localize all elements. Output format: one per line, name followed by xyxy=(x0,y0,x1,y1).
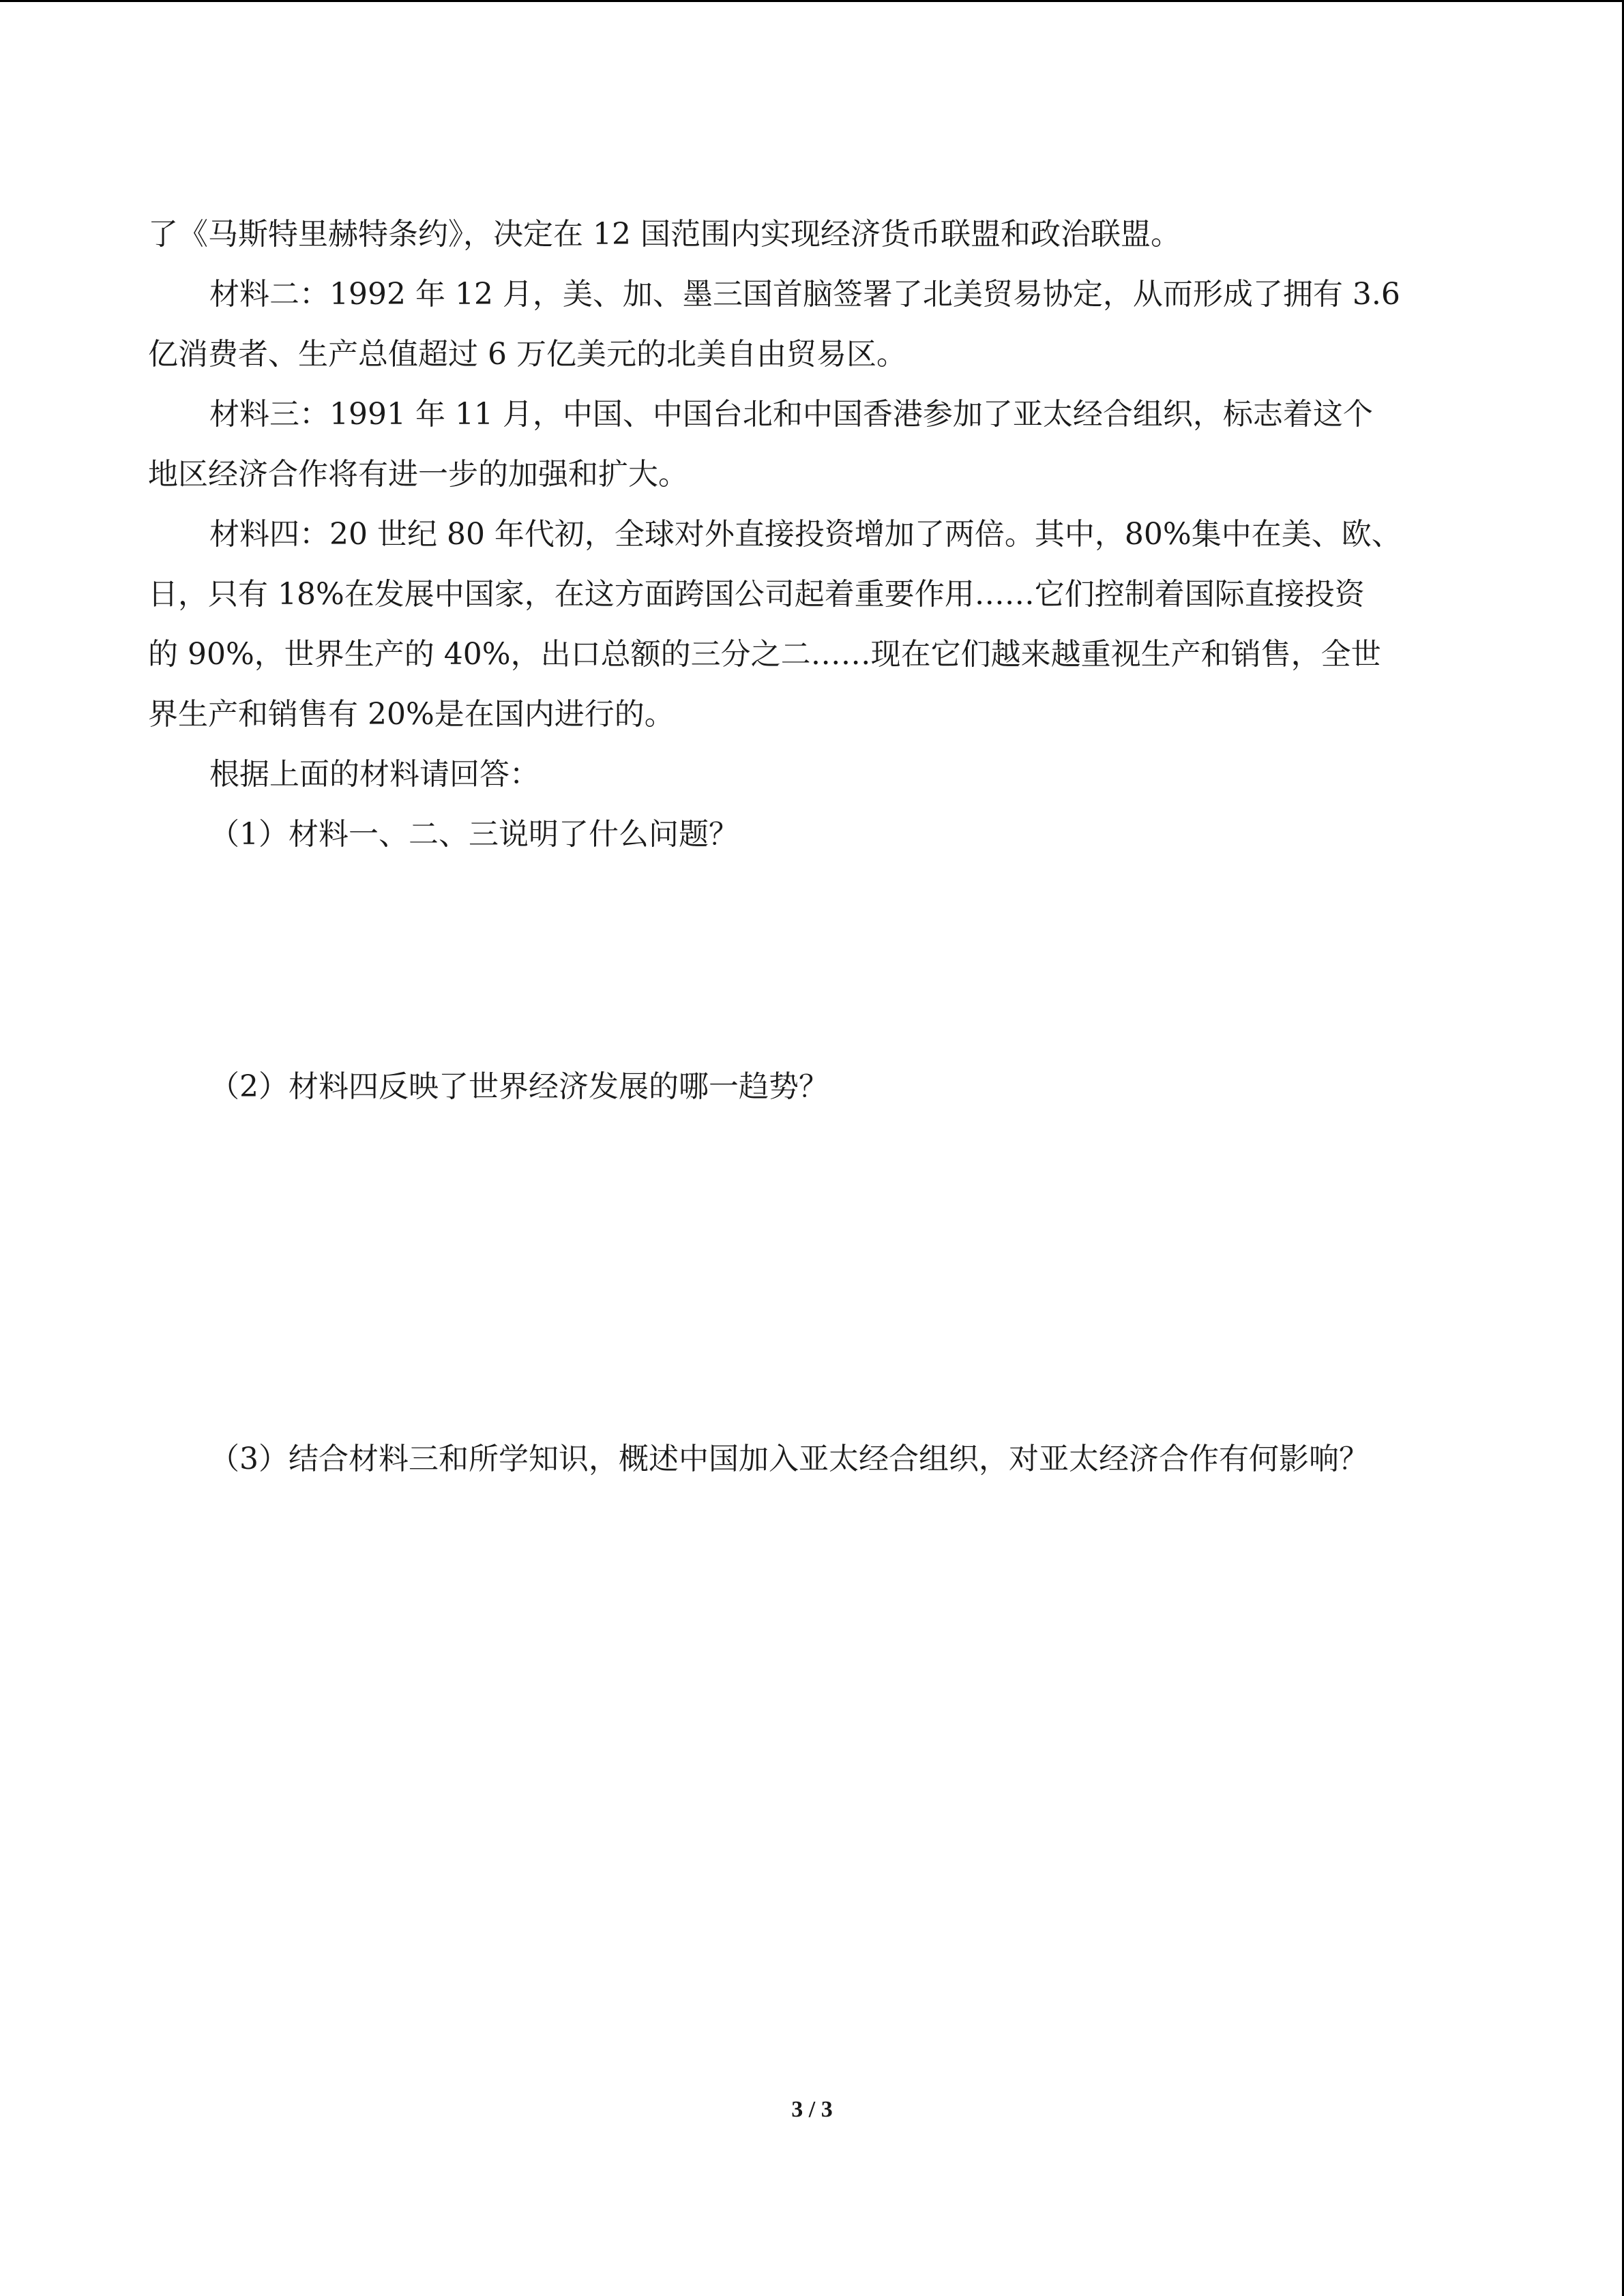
paragraph-line: 材料四：20 世纪 80 年代初，全球对外直接投资增加了两倍。其中，80%集中在美、欧、 xyxy=(209,517,1402,552)
paragraph-line: 的 90%，世界生产的 40%，出口总额的三分之二……现在它们越来越重视生产和销售，全世 xyxy=(148,637,1381,672)
paragraph-line: 界生产和销售有 20%是在国内进行的。 xyxy=(148,697,675,732)
question-1: （1）材料一、二、三说明了什么问题？ xyxy=(209,817,739,852)
paragraph-line: 亿消费者、生产总值超过 6 万亿美元的北美自由贸易区。 xyxy=(148,337,906,372)
answer-space-1 xyxy=(148,865,1464,1057)
paragraph-line: 材料二：1992 年 12 月，美、加、墨三国首脑签署了北美贸易协定，从而形成了拥有 3.6 xyxy=(209,277,1400,312)
document-body xyxy=(148,205,1464,1489)
paragraph-line: 日，只有 18%在发展中国家，在这方面跨国公司起着重要作用……它们控制着国际直接投资 xyxy=(148,577,1365,612)
paragraph-line: 地区经济合作将有进一步的加强和扩大。 xyxy=(148,457,688,492)
paragraph-line: 了《马斯特里赫特条约》，决定在 12 国范围内实现经济货币联盟和政治联盟。 xyxy=(148,217,1181,252)
question-3: （3）结合材料三和所学知识，概述中国加入亚太经合组织，对亚太经济合作有何影响？ xyxy=(209,1442,1369,1476)
paragraph-line: 根据上面的材料请回答： xyxy=(209,757,540,792)
paragraph-line: 材料三：1991 年 11 月，中国、中国台北和中国香港参加了亚太经合组织，标志着这个 xyxy=(209,397,1373,432)
question-2: （2）材料四反映了世界经济发展的哪一趋势？ xyxy=(209,1069,829,1104)
page-number: 3 / 3 xyxy=(791,2097,833,2122)
page-border-top xyxy=(0,0,1624,2)
answer-space-2 xyxy=(148,1117,1464,1429)
